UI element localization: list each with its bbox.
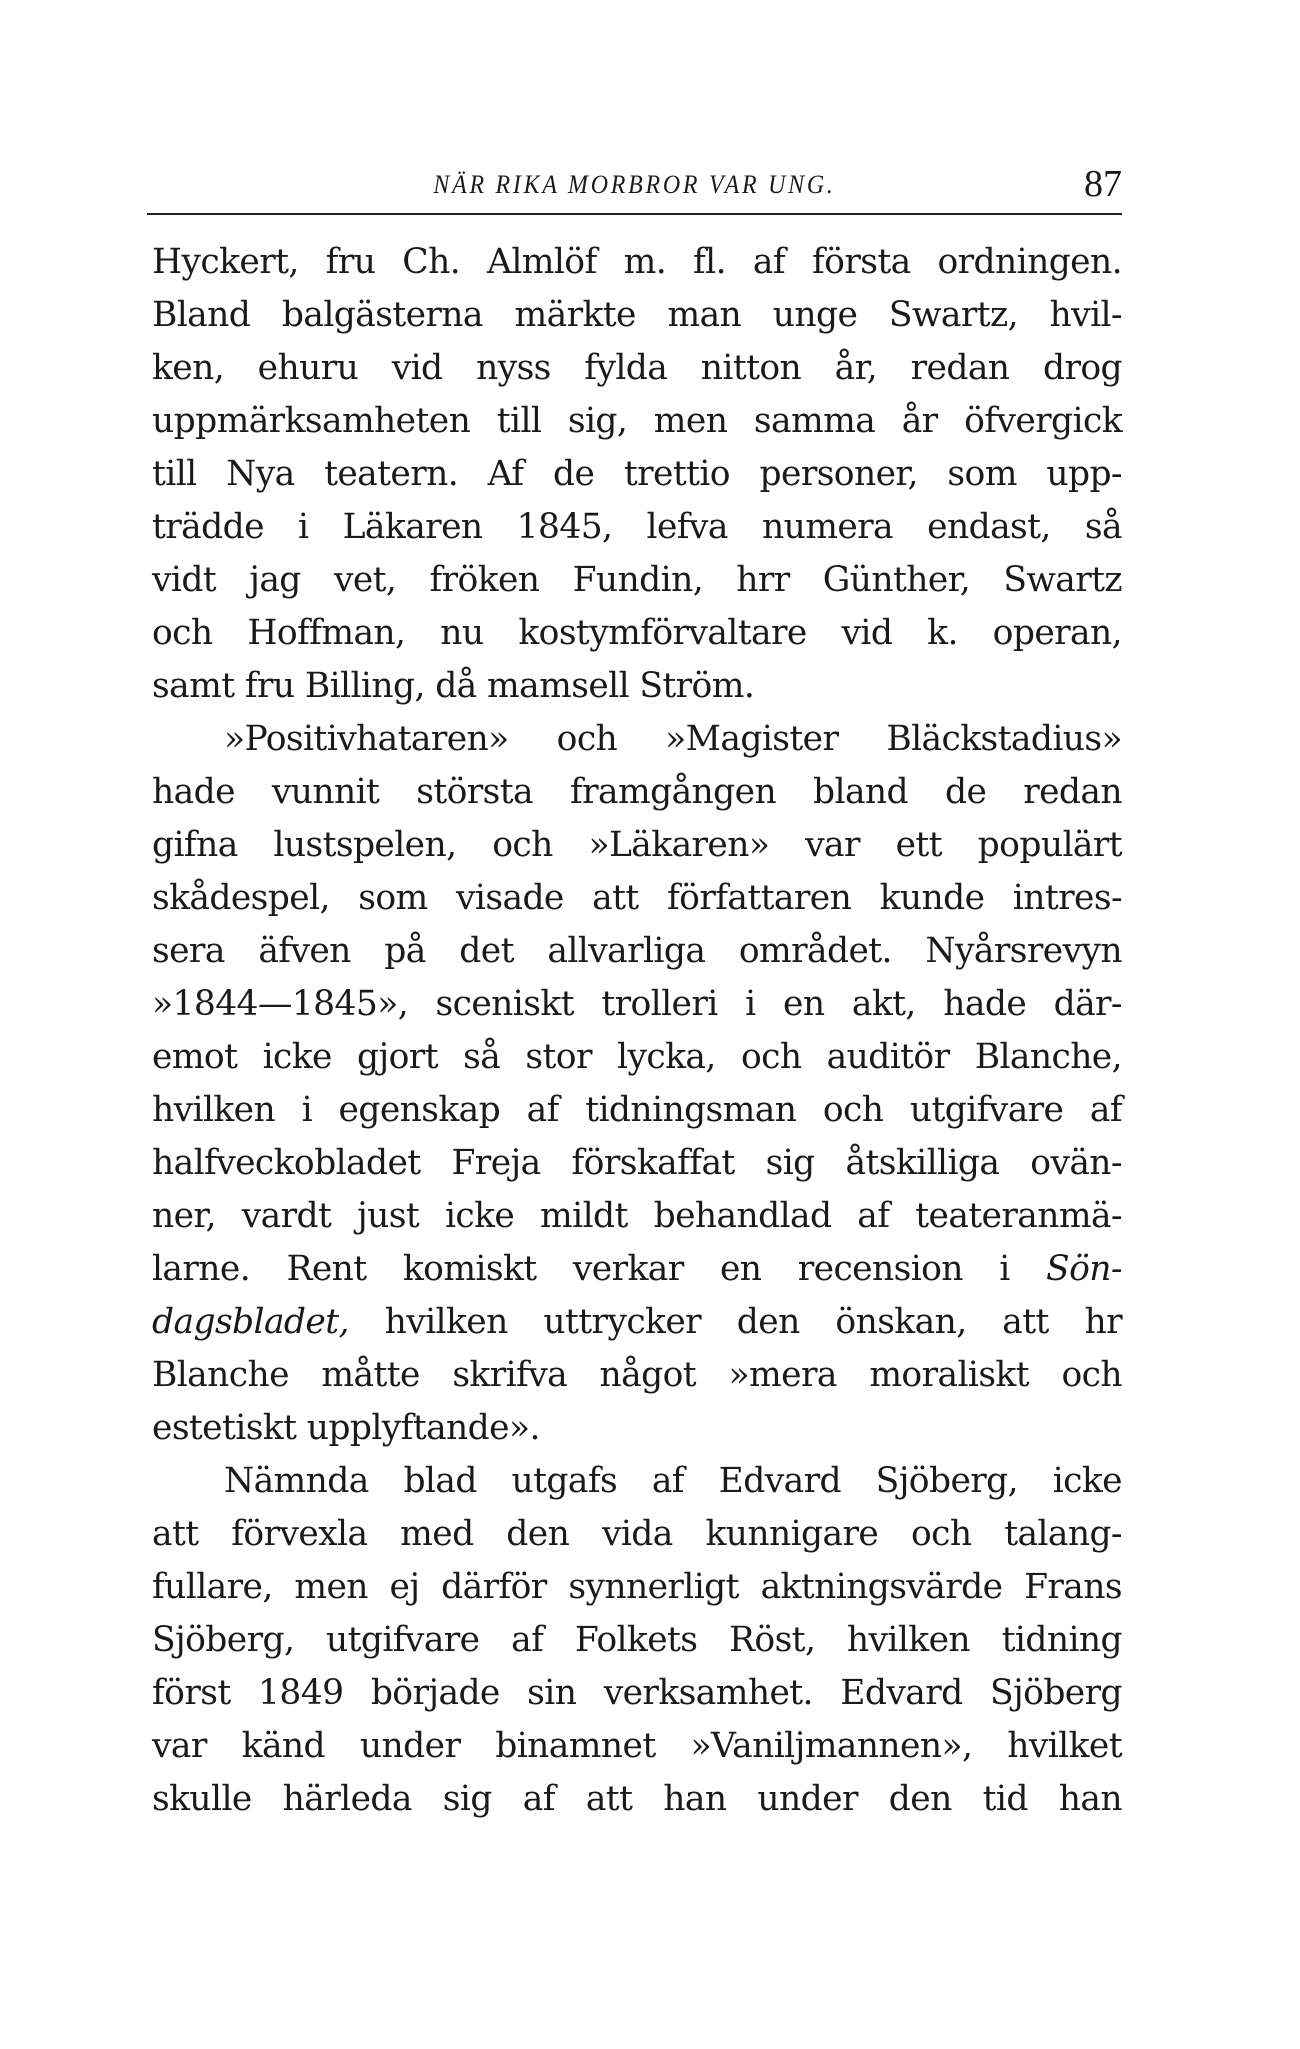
word: önskan,	[835, 1302, 967, 1342]
word: dagsbladet,	[152, 1302, 349, 1342]
text-line: till Nya teatern. Af de trettio personer, som upp-	[152, 454, 1122, 494]
word: i	[999, 1249, 1010, 1289]
text-line: »Positivhataren» och »Magister Bläckstadius»	[224, 719, 1122, 759]
text-line: gifna lustspelen, och »Läkaren» var ett populärt	[152, 825, 1122, 865]
text-line: hade vunnit största framgången bland de redan	[152, 772, 1122, 812]
word: en	[719, 1249, 762, 1289]
text-line: estetiskt upplyftande».	[152, 1408, 540, 1448]
word: att	[1002, 1302, 1049, 1342]
text-line-mixed	[152, 1243, 1122, 1296]
text-line: Blanche måtte skrifva något »mera moraliskt och	[152, 1355, 1122, 1395]
word: Sön-	[1046, 1249, 1122, 1289]
body-text	[152, 236, 1122, 1826]
word: recension	[797, 1249, 963, 1289]
running-head	[147, 160, 1122, 210]
text-line: hvilken i egenskap af tidningsman och utgifvare af	[152, 1090, 1122, 1130]
text-line: skådespel, som visade att författaren kunde intres-	[152, 878, 1122, 918]
text-line: var känd under binamnet »Vaniljmannen», hvilket	[152, 1726, 1122, 1766]
text-line: halfveckobladet Freja förskaffat sig åtskilliga ovän-	[152, 1143, 1122, 1183]
word: den	[736, 1302, 800, 1342]
running-title: NÄR RIKA MORBROR VAR UNG.	[433, 170, 836, 199]
text-line: först 1849 började sin verksamhet. Edvard Sjöberg	[152, 1673, 1122, 1713]
word: Rent	[286, 1249, 367, 1289]
word: hvilken	[384, 1302, 508, 1342]
text-line: Nämnda blad utgafs af Edvard Sjöberg, icke	[224, 1461, 1122, 1501]
text-line-mixed	[152, 1296, 1122, 1349]
word: larne.	[152, 1249, 251, 1289]
word: uttrycker	[543, 1302, 702, 1342]
page-number: 87	[1084, 163, 1122, 205]
word: hr	[1084, 1302, 1122, 1342]
text-line: vidt jag vet, fröken Fundin, hrr Günther, Swartz	[152, 560, 1122, 600]
text-line: samt fru Billing, då mamsell Ström.	[152, 666, 755, 706]
text-line: att förvexla med den vida kunnigare och talang-	[152, 1514, 1122, 1554]
text-line: fullare, men ej därför synnerligt aktningsvärde Frans	[152, 1567, 1122, 1607]
header-rule	[147, 213, 1122, 215]
text-line: skulle härleda sig af att han under den tid han	[152, 1779, 1122, 1819]
text-line: Sjöberg, utgifvare af Folkets Röst, hvilken tidning	[152, 1620, 1122, 1660]
text-line: Bland balgästerna märkte man unge Swartz, hvil-	[152, 295, 1122, 335]
word: verkar	[572, 1249, 684, 1289]
text-line: trädde i Läkaren 1845, lefva numera endast, så	[152, 507, 1122, 547]
text-line: och Hoffman, nu kostymförvaltare vid k. operan,	[152, 613, 1122, 653]
text-line: »1844—1845», sceniskt trolleri i en akt, hade där-	[152, 984, 1122, 1024]
text-line: ner, vardt just icke mildt behandlad af teateranmä-	[152, 1196, 1122, 1236]
word: komiskt	[402, 1249, 537, 1289]
text-line: Hyckert, fru Ch. Almlöf m. fl. af första ordningen.	[152, 242, 1122, 282]
text-line: emot icke gjort så stor lycka, och auditör Blanche,	[152, 1037, 1122, 1077]
text-line: sera äfven på det allvarliga området. Nyårsrevyn	[152, 931, 1122, 971]
text-line: ken, ehuru vid nyss fylda nitton år, redan drog	[152, 348, 1122, 388]
text-line: uppmärksamheten till sig, men samma år öfvergick	[152, 401, 1122, 441]
